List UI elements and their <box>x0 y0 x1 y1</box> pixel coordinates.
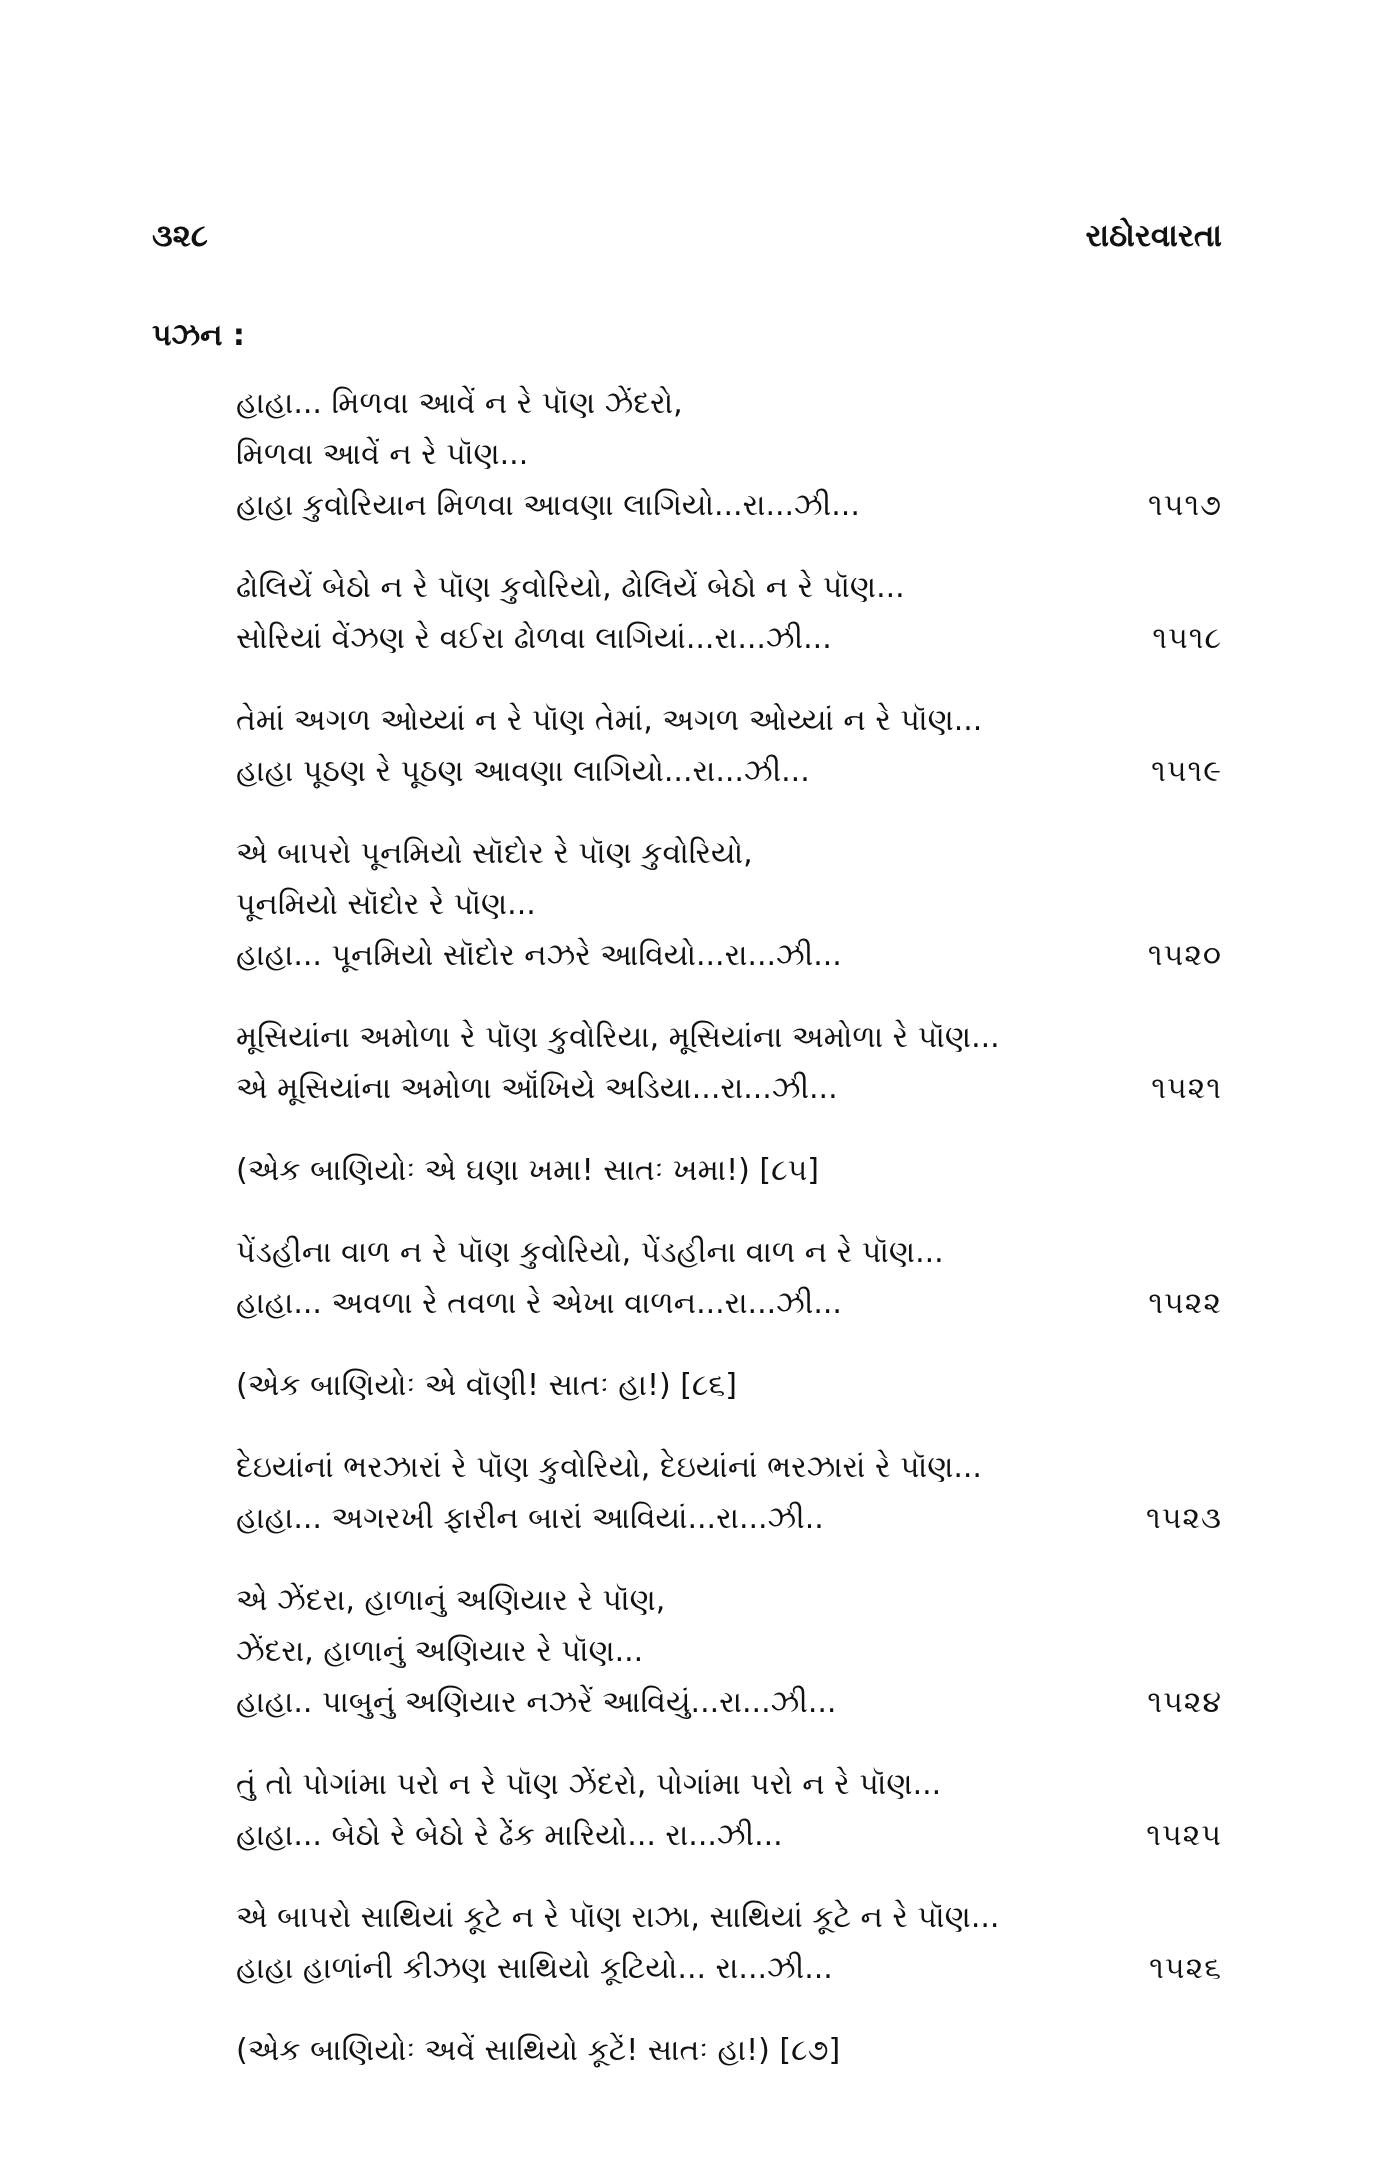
section-label: પઝન : <box>152 318 245 353</box>
verse-line <box>236 562 1222 613</box>
verse-line <box>236 480 1222 531</box>
verse-text: હાહા... અગરખી ફારીન બારાં આવિયાં...રા...ઝી.. <box>236 1501 824 1536</box>
verse-number: ૧૫૧૭ <box>1148 488 1222 523</box>
verse-text: સોરિયાં વેંઝણ રે વઈરા ઢોળવા લાગિયાં...રા...ઝી... <box>236 621 832 656</box>
verse-text: હાહા કુવોરિયાન મિળવા આવણા લાગિયો...રા...ઝી... <box>236 488 860 523</box>
stanza <box>236 378 1222 531</box>
stanza <box>236 695 1222 797</box>
running-title: રાઠોરવારતા <box>1085 218 1222 254</box>
verse-number: ૧૫૨૬ <box>1149 1951 1222 1986</box>
verse-line <box>236 1759 1222 1810</box>
verse-number: ૧૫૨૧ <box>1151 1071 1222 1106</box>
verse-line <box>236 1278 1222 1329</box>
verse-number: ૧૫૧૮ <box>1152 621 1222 656</box>
verse-number: ૧૫૨૨ <box>1148 1286 1222 1321</box>
verse-line <box>236 1626 1222 1677</box>
verse-line <box>236 613 1222 664</box>
verse-number: ૧૫૧૯ <box>1151 754 1222 789</box>
audience-note: (એક બાણિયોઃ એ ઘણા ખમા! સાતઃ ખમા!) [૮૫] <box>236 1153 820 1188</box>
verse-text: એ બાપરો પૂનમિયો સૉદોર રે પૉણ કુવોરિયો, <box>236 836 753 871</box>
verse-text: હાહા... પૂનમિયો સૉદોર નઝરે આવિયો...રા...ઝી... <box>236 938 842 973</box>
stanza <box>236 1227 1222 1329</box>
verse-line <box>236 1677 1222 1728</box>
verse-number: ૧૫૨૩ <box>1146 1501 1222 1536</box>
verse-number: ૧૫૨૫ <box>1146 1818 1222 1853</box>
verse-text: પૂનમિયો સૉદોર રે પૉણ... <box>236 887 536 922</box>
stanza <box>236 562 1222 664</box>
verse-line <box>236 1943 1222 1994</box>
verse-line <box>236 879 1222 930</box>
stanza <box>236 1892 1222 1994</box>
verse-line <box>236 378 1222 429</box>
verse-text: ઝેંદરા, હાળાનું અણિયાર રે પૉણ... <box>236 1634 644 1669</box>
verse-line <box>236 1012 1222 1063</box>
verse-text: મિળવા આવેં ન રે પૉણ... <box>236 437 529 472</box>
stanza <box>236 1012 1222 1114</box>
stanza <box>236 1575 1222 1728</box>
poem-body <box>236 378 1222 2107</box>
audience-note: (એક બાણિયોઃ એ વૉણી! સાતઃ હા!) [૮૬] <box>236 1368 737 1403</box>
verse-line <box>236 695 1222 746</box>
verse-text: હાહા હાળાંની કીઝણ સાથિયો કૂટિયો... રા...ઝી... <box>236 1951 833 1986</box>
verse-number: ૧૫૨૦ <box>1147 938 1222 973</box>
verse-text: એ ઝેંદરા, હાળાનું અણિયાર રે પૉણ, <box>236 1583 666 1618</box>
verse-text: એ બાપરો સાથિયાં કૂટે ન રે પૉણ રાઝા, સાથિયાં કૂટે ન રે પૉણ... <box>236 1900 1000 1935</box>
verse-line <box>236 1810 1222 1861</box>
stanza <box>236 1442 1222 1544</box>
verse-text: હાહા પૂઠણ રે પૂઠણ આવણા લાગિયો...રા...ઝી... <box>236 754 810 789</box>
verse-line <box>236 828 1222 879</box>
verse-line <box>236 930 1222 981</box>
verse-text: તેમાં અગળ ઓય્યાં ન રે પૉણ તેમાં, અગળ ઓય્યાં ન રે પૉણ... <box>236 703 983 738</box>
verse-text: પેંડહીના વાળ ન રે પૉણ કુવોરિયો, પેંડહીના વાળ ન રે પૉણ... <box>236 1235 944 1270</box>
audience-note: (એક બાણિયોઃ અવેં સાથિયો કૂટેં! સાતઃ હા!) [૮૭] <box>236 2033 841 2068</box>
verse-text: તું તો પોગાંમા પરો ન રે પૉણ ઝેંદરો, પોગાંમા પરો ન રે પૉણ... <box>236 1767 942 1802</box>
verse-text: હાહા... અવળા રે તવળા રે એખા વાળન...રા...ઝી... <box>236 1286 842 1321</box>
verse-number: ૧૫૨૪ <box>1147 1685 1222 1720</box>
verse-line <box>236 1493 1222 1544</box>
verse-line <box>236 429 1222 480</box>
verse-line <box>236 1575 1222 1626</box>
stanza <box>236 1759 1222 1861</box>
verse-line <box>236 746 1222 797</box>
verse-line <box>236 1227 1222 1278</box>
stanza <box>236 828 1222 981</box>
verse-line <box>236 1442 1222 1493</box>
verse-text: ઢોલિયેં બેઠો ન રે પૉણ કુવોરિયો, ઢોલિયેં બેઠો ન રે પૉણ... <box>236 570 905 605</box>
page-number: ૩૨૮ <box>152 218 208 254</box>
verse-text: હાહા.. પાબુનું અણિયાર નઝરેં આવિયું...રા...ઝી... <box>236 1685 837 1720</box>
verse-text: એ મૂસિયાંના અમોળા ઑંખિયે અડિયા...રા...ઝી... <box>236 1071 838 1106</box>
verse-text: દેઇયાંનાં ભરઝારાં રે પૉણ કુવોરિયો, દેઇયાંનાં ભરઝારાં રે પૉણ... <box>236 1450 982 1485</box>
verse-line <box>236 1892 1222 1943</box>
verse-line <box>236 1063 1222 1114</box>
verse-text: હાહા... મિળવા આવેં ન રે પૉણ ઝેંદરો, <box>236 386 683 421</box>
verse-text: હાહા... બેઠો રે બેઠો રે ઢેંક મારિયો... રા...ઝી... <box>236 1818 783 1853</box>
verse-text: મૂસિયાંના અમોળા રે પૉણ કુવોરિયા, મૂસિયાંના અમોળા રે પૉણ... <box>236 1020 1000 1055</box>
